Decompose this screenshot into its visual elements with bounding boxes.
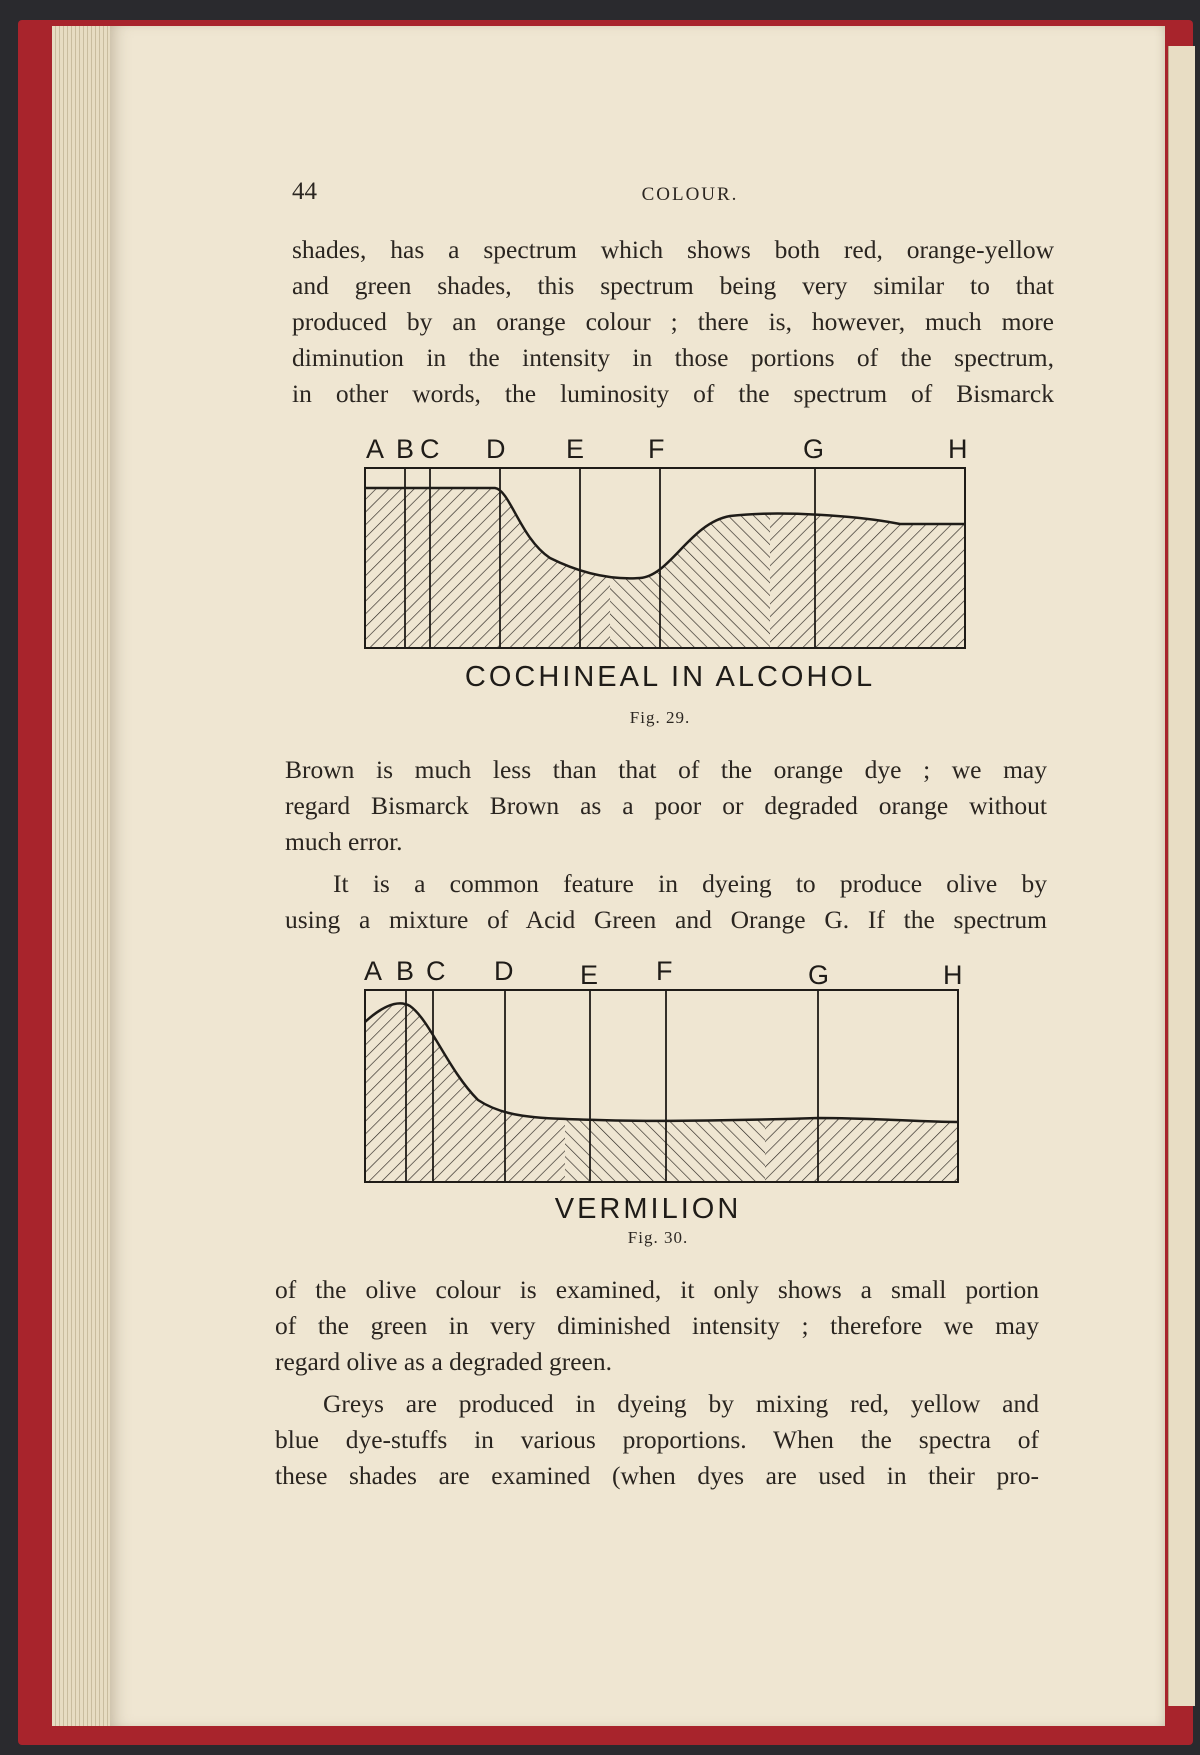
shaded-absorption-region bbox=[365, 990, 565, 1190]
figure-29 bbox=[360, 428, 980, 693]
text-line: of the green in very diminished intensity ; therefore we may bbox=[275, 1311, 1039, 1340]
text-line: these shades are examined (when dyes are used in their pro- bbox=[275, 1461, 1039, 1490]
figure-29-caption: Fig. 29. bbox=[629, 708, 691, 727]
figure-30-caption: Fig. 30. bbox=[627, 1228, 689, 1247]
text-line: in other words, the luminosity of the spectrum of Bismarck bbox=[292, 379, 1054, 408]
shaded-absorption-region bbox=[770, 468, 965, 653]
shaded-absorption-region bbox=[610, 468, 770, 653]
text-line: of the olive colour is examined, it only shows a small portion bbox=[275, 1275, 1039, 1304]
figure-29-diagram bbox=[360, 428, 980, 693]
line-label-e: E bbox=[580, 960, 599, 990]
line-label-h: H bbox=[943, 960, 963, 990]
text-line: produced by an orange colour ; there is, however, much more bbox=[292, 307, 1054, 336]
figure-30 bbox=[358, 950, 978, 1225]
text-line: Brown is much less than that of the orange dye ; we may bbox=[285, 755, 1047, 784]
line-label-d: D bbox=[486, 434, 506, 464]
running-head bbox=[0, 178, 1200, 218]
text-line: blue dye-stuffs in various proportions. When the spectra of bbox=[275, 1425, 1039, 1454]
text-line: and green shades, this spectrum being very similar to that bbox=[292, 271, 1054, 300]
shaded-absorption-region bbox=[765, 990, 958, 1190]
text-line: using a mixture of Acid Green and Orange G. If the spectrum bbox=[285, 905, 1047, 934]
line-label-c: C bbox=[426, 956, 446, 986]
line-label-a: A bbox=[366, 434, 385, 464]
line-label-a: A bbox=[364, 956, 383, 986]
paragraph-2 bbox=[285, 752, 1047, 938]
text-line: regard olive as a degraded green. bbox=[275, 1347, 612, 1376]
running-title: COLOUR. bbox=[641, 184, 739, 205]
line-labels bbox=[364, 956, 963, 990]
figure-30-title: VERMILION bbox=[554, 1193, 742, 1225]
paragraph-1 bbox=[292, 232, 1054, 412]
shaded-absorption-region bbox=[365, 468, 610, 653]
shaded-absorption-region bbox=[565, 990, 765, 1190]
line-label-b: B bbox=[396, 434, 415, 464]
line-label-h: H bbox=[948, 434, 968, 464]
line-label-d: D bbox=[494, 956, 514, 986]
paragraph-4 bbox=[275, 1272, 1039, 1494]
line-label-f: F bbox=[648, 434, 665, 464]
line-label-e: E bbox=[566, 434, 585, 464]
text-line: It is a common feature in dyeing to produce olive by bbox=[333, 869, 1047, 898]
line-label-c: C bbox=[420, 434, 440, 464]
line-label-g: G bbox=[808, 960, 830, 990]
text-line: diminution in the intensity in those portions of the spectrum, bbox=[292, 343, 1054, 372]
figure-29-title: COCHINEAL IN ALCOHOL bbox=[464, 661, 876, 693]
text-line: much error. bbox=[285, 827, 403, 856]
text-line: Greys are produced in dyeing by mixing red, yellow and bbox=[323, 1389, 1039, 1418]
figure-30-diagram bbox=[358, 950, 978, 1225]
line-labels bbox=[366, 434, 968, 464]
page-number: 44 bbox=[292, 178, 317, 205]
facing-page-edge bbox=[1168, 46, 1195, 1706]
text-line: regard Bismarck Brown as a poor or degraded orange without bbox=[285, 791, 1047, 820]
text-line: shades, has a spectrum which shows both red, orange-yellow bbox=[292, 235, 1054, 264]
line-label-b: B bbox=[396, 956, 415, 986]
line-label-g: G bbox=[803, 434, 825, 464]
line-label-f: F bbox=[656, 956, 673, 986]
